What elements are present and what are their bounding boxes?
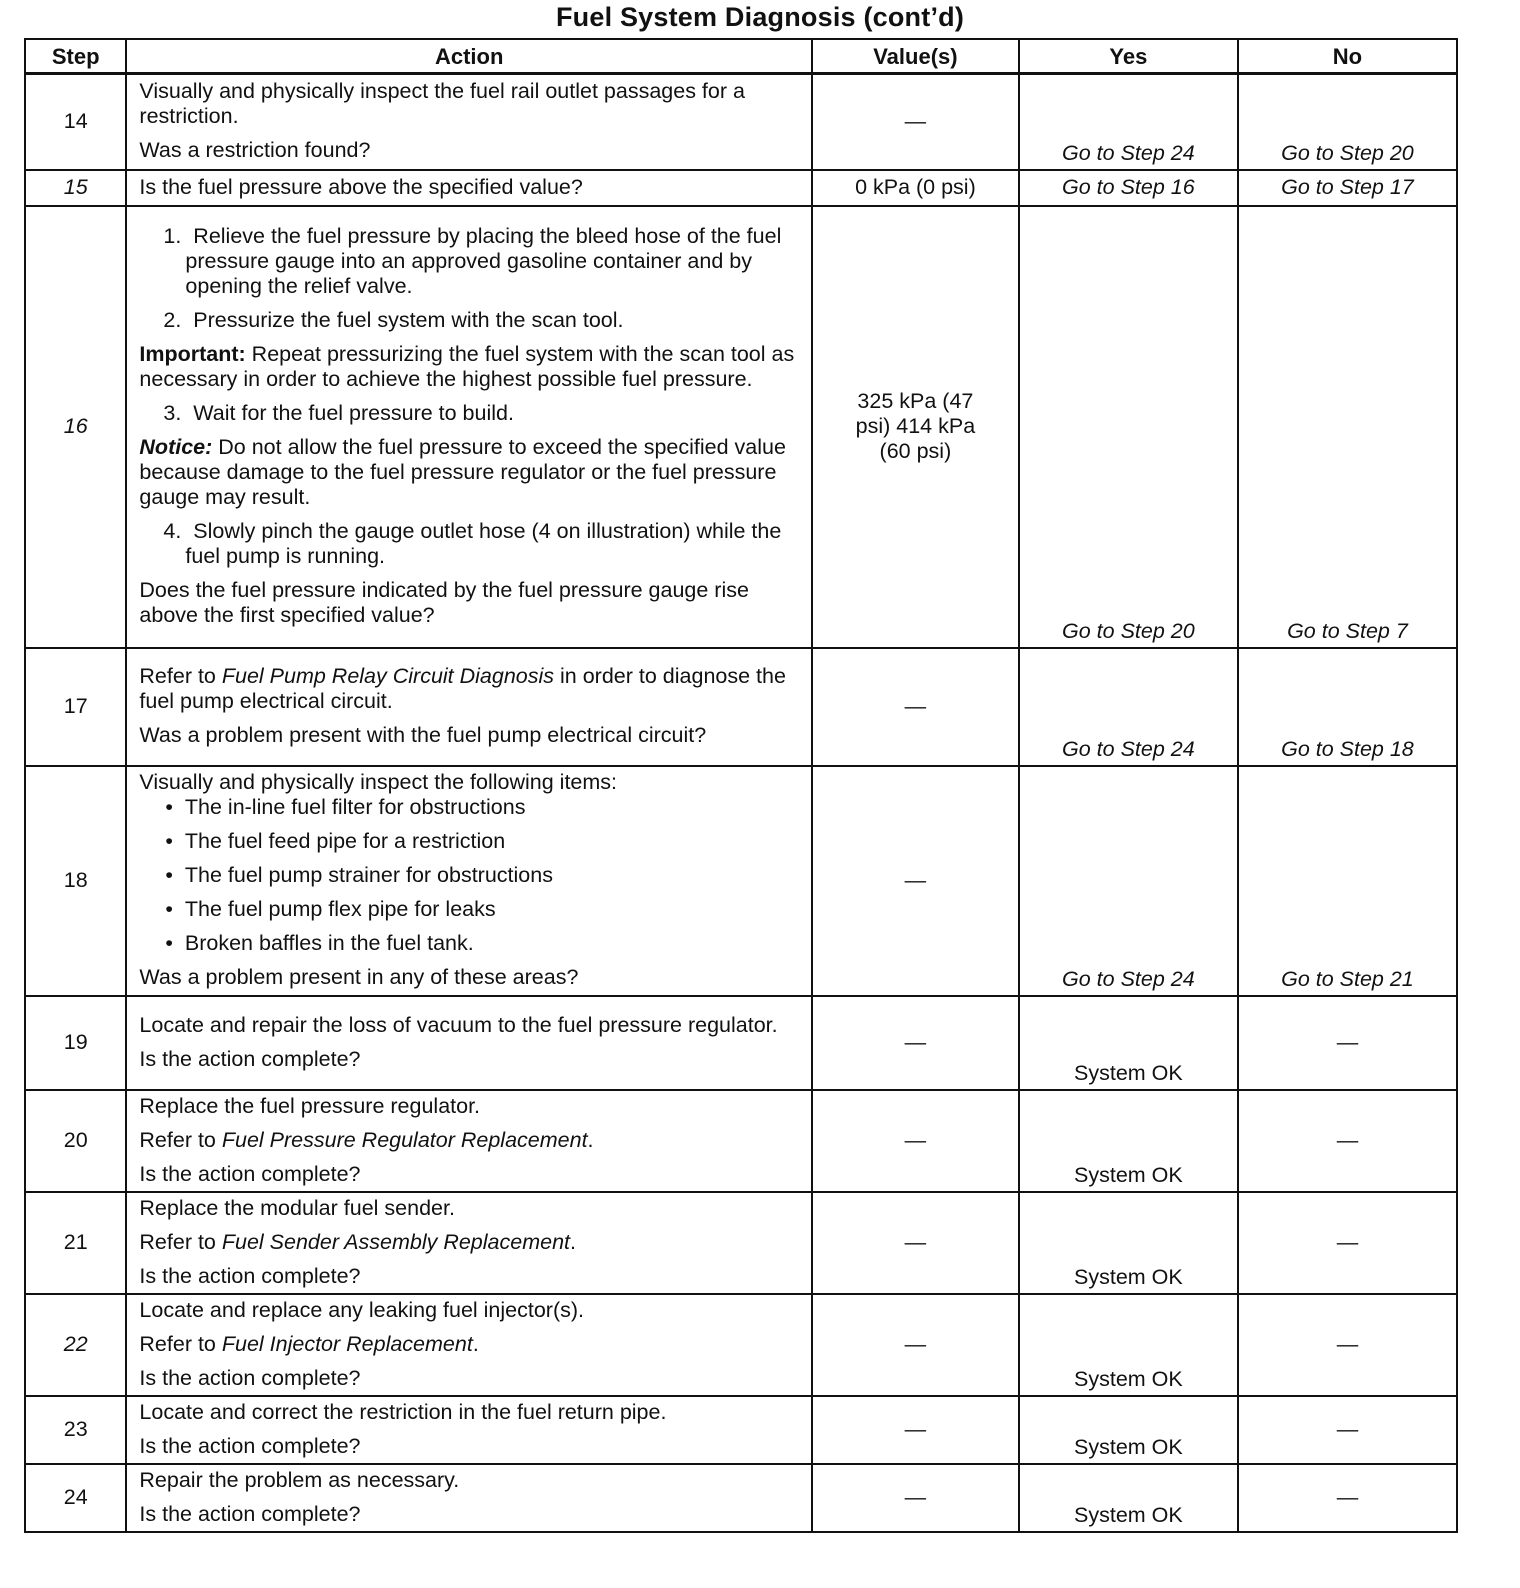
no-cell: — [1238,1090,1457,1192]
step-number: 15 [25,170,126,206]
table-row [25,996,1457,1090]
action-question: Was a problem present in any of these areas? [139,965,579,989]
bullet-item [139,863,801,888]
table-row [25,1090,1457,1192]
action-text: Replace the modular fuel sender. [139,1195,455,1220]
table-row [25,648,1457,766]
step-index: 2. [163,308,182,332]
yes-cell: Go to Step 16 [1019,170,1238,206]
text-fragment: . [472,1331,479,1356]
step-index: 3. [163,401,182,425]
yes-cell: Go to Step 24 [1019,766,1238,996]
text-fragment: Refer to [139,664,222,688]
value-cell: — [812,1396,1019,1464]
step-number: 24 [25,1464,126,1532]
header-yes: Yes [1019,39,1238,74]
action-cell [126,206,812,648]
value-cell: — [812,766,1019,996]
action-question: Does the fuel pressure indicated by the fuel pressure gauge rise above the first specified value? [139,578,749,627]
action-question: Is the action complete? [139,1365,361,1390]
action-question: Is the fuel pressure above the specified value? [139,174,583,199]
step-number: 22 [25,1294,126,1396]
yes-cell: System OK [1019,1192,1238,1294]
action-step-3 [161,401,801,426]
no-cell: — [1238,1192,1457,1294]
bullet-icon: • [165,897,173,921]
action-cell [126,1294,812,1396]
action-text: Visually and physically inspect the following items: [139,770,618,794]
action-question: Was a problem present with the fuel pump electrical circuit? [139,723,707,747]
yes-cell: System OK [1019,1396,1238,1464]
bullet-text: The in-line fuel filter for obstructions [184,795,526,819]
step-text: Pressurize the fuel system with the scan tool. [193,308,624,332]
step-index: 4. [163,519,182,543]
value-cell: — [812,74,1019,170]
table-row [25,170,1457,206]
value-cell: — [812,1192,1019,1294]
value-cell: — [812,1090,1019,1192]
header-step: Step [25,39,126,74]
no-cell: Go to Step 17 [1238,170,1457,206]
yes-cell: Go to Step 24 [1019,648,1238,766]
table-row [25,206,1457,648]
no-cell: — [1238,1294,1457,1396]
value-cell [812,206,1019,648]
header-no: No [1238,39,1457,74]
step-text: Wait for the fuel pressure to build. [193,401,514,425]
yes-cell: Go to Step 24 [1019,74,1238,170]
action-step-4 [161,519,801,569]
bullet-icon: • [165,863,173,887]
action-reference [139,1230,801,1255]
value-cell: — [812,1464,1019,1532]
action-reference [139,1332,801,1357]
action-step-1 [161,224,801,299]
reference-link-text: Fuel Pump Relay Circuit Diagnosis [221,664,555,688]
value-cell: 0 kPa (0 psi) [812,170,1019,206]
bullet-item [139,795,801,820]
bullet-icon: • [165,829,173,853]
step-number: 19 [25,996,126,1090]
no-cell: — [1238,1464,1457,1532]
action-question: Is the action complete? [139,1161,361,1186]
step-number: 18 [25,766,126,996]
bullet-text: The fuel feed pipe for a restriction [184,829,506,853]
action-cell [126,170,812,206]
bullet-item [139,897,801,922]
action-cell [126,1090,812,1192]
important-note [139,342,801,392]
table-row [25,1396,1457,1464]
step-number: 23 [25,1396,126,1464]
text-fragment: in order to diagnose the fuel pump electrical circuit. [139,664,786,713]
action-text: Repair the problem as necessary. [139,1467,460,1492]
step-number: 14 [25,74,126,170]
yes-cell: System OK [1019,1090,1238,1192]
bullet-item [139,931,801,956]
page-title: Fuel System Diagnosis (cont’d) [555,2,965,32]
action-question: Was a restriction found? [139,138,371,163]
bullet-icon: • [165,931,173,955]
action-cell [126,1396,812,1464]
text-fragment: Refer to [139,1229,222,1254]
table-row [25,1294,1457,1396]
action-question: Is the action complete? [139,1433,361,1458]
action-cell [126,766,812,996]
yes-cell: System OK [1019,996,1238,1090]
bullet-icon: • [165,795,173,819]
yes-cell: System OK [1019,1464,1238,1532]
no-cell: — [1238,996,1457,1090]
notice-note [139,435,801,510]
table-header-row [25,39,1457,74]
action-step-2 [161,308,801,333]
action-cell [126,1464,812,1532]
action-cell [126,74,812,170]
header-action: Action [126,39,812,74]
action-cell [126,996,812,1090]
important-text: Repeat pressurizing the fuel system with the scan tool as necessary in order to achieve the highest possible fuel pressure. [139,342,795,391]
action-text: Visually and physically inspect the fuel rail outlet passages for a restriction. [139,79,745,129]
table-row [25,1464,1457,1532]
notice-label: Notice: [139,435,213,459]
step-text: Relieve the fuel pressure by placing the bleed hose of the fuel pressure gauge into an approved gasoline container and by opening the relief valve. [185,224,782,298]
action-cell [126,648,812,766]
important-label: Important: [139,342,246,366]
diagnosis-table [24,38,1458,1533]
table-row [25,766,1457,996]
step-text: Slowly pinch the gauge outlet hose (4 on illustration) while the fuel pump is running. [185,519,782,568]
reference-link-text: Fuel Pressure Regulator Replacement [221,1127,588,1152]
value-cell: — [812,1294,1019,1396]
reference-link-text: Fuel Sender Assembly Replacement [221,1229,571,1254]
text-fragment: . [570,1229,576,1254]
no-cell: — [1238,1396,1457,1464]
no-cell: Go to Step 7 [1238,206,1457,648]
step-number: 21 [25,1192,126,1294]
no-cell: Go to Step 18 [1238,648,1457,766]
action-question: Is the action complete? [139,1046,361,1071]
yes-cell: System OK [1019,1294,1238,1396]
table-row [25,1192,1457,1294]
value-text: 325 kPa (47 psi) 414 kPa (60 psi) [855,389,976,463]
step-number: 20 [25,1090,126,1192]
notice-text: Do not allow the fuel pressure to exceed the specified value because damage to the fuel pressure regulator or the fuel pressure gauge may result. [139,435,786,509]
action-text: Locate and correct the restriction in the fuel return pipe. [139,1399,667,1424]
action-cell [126,1192,812,1294]
step-index: 1. [163,224,182,248]
text-fragment: . [587,1127,594,1152]
step-number: 16 [25,206,126,648]
bullet-text: The fuel pump flex pipe for leaks [184,897,496,921]
bullet-text: The fuel pump strainer for obstructions [184,863,553,887]
action-text: Locate and replace any leaking fuel injector(s). [139,1297,584,1322]
header-values: Value(s) [812,39,1019,74]
action-reference [139,1128,801,1153]
yes-cell: Go to Step 20 [1019,206,1238,648]
reference-link-text: Fuel Injector Replacement [221,1331,473,1356]
bullet-item [139,829,801,854]
action-question: Is the action complete? [139,1501,361,1526]
text-fragment: Refer to [139,1331,222,1356]
value-cell: — [812,996,1019,1090]
no-cell: Go to Step 21 [1238,766,1457,996]
step-number: 17 [25,648,126,766]
action-text [139,664,801,714]
text-fragment: Refer to [139,1127,222,1152]
action-text: Replace the fuel pressure regulator. [139,1093,481,1118]
action-question: Is the action complete? [139,1263,361,1288]
action-text: Locate and repair the loss of vacuum to the fuel pressure regulator. [139,1012,778,1037]
table-row [25,74,1457,170]
no-cell: Go to Step 20 [1238,74,1457,170]
bullet-text: Broken baffles in the fuel tank. [184,931,474,955]
value-cell: — [812,648,1019,766]
